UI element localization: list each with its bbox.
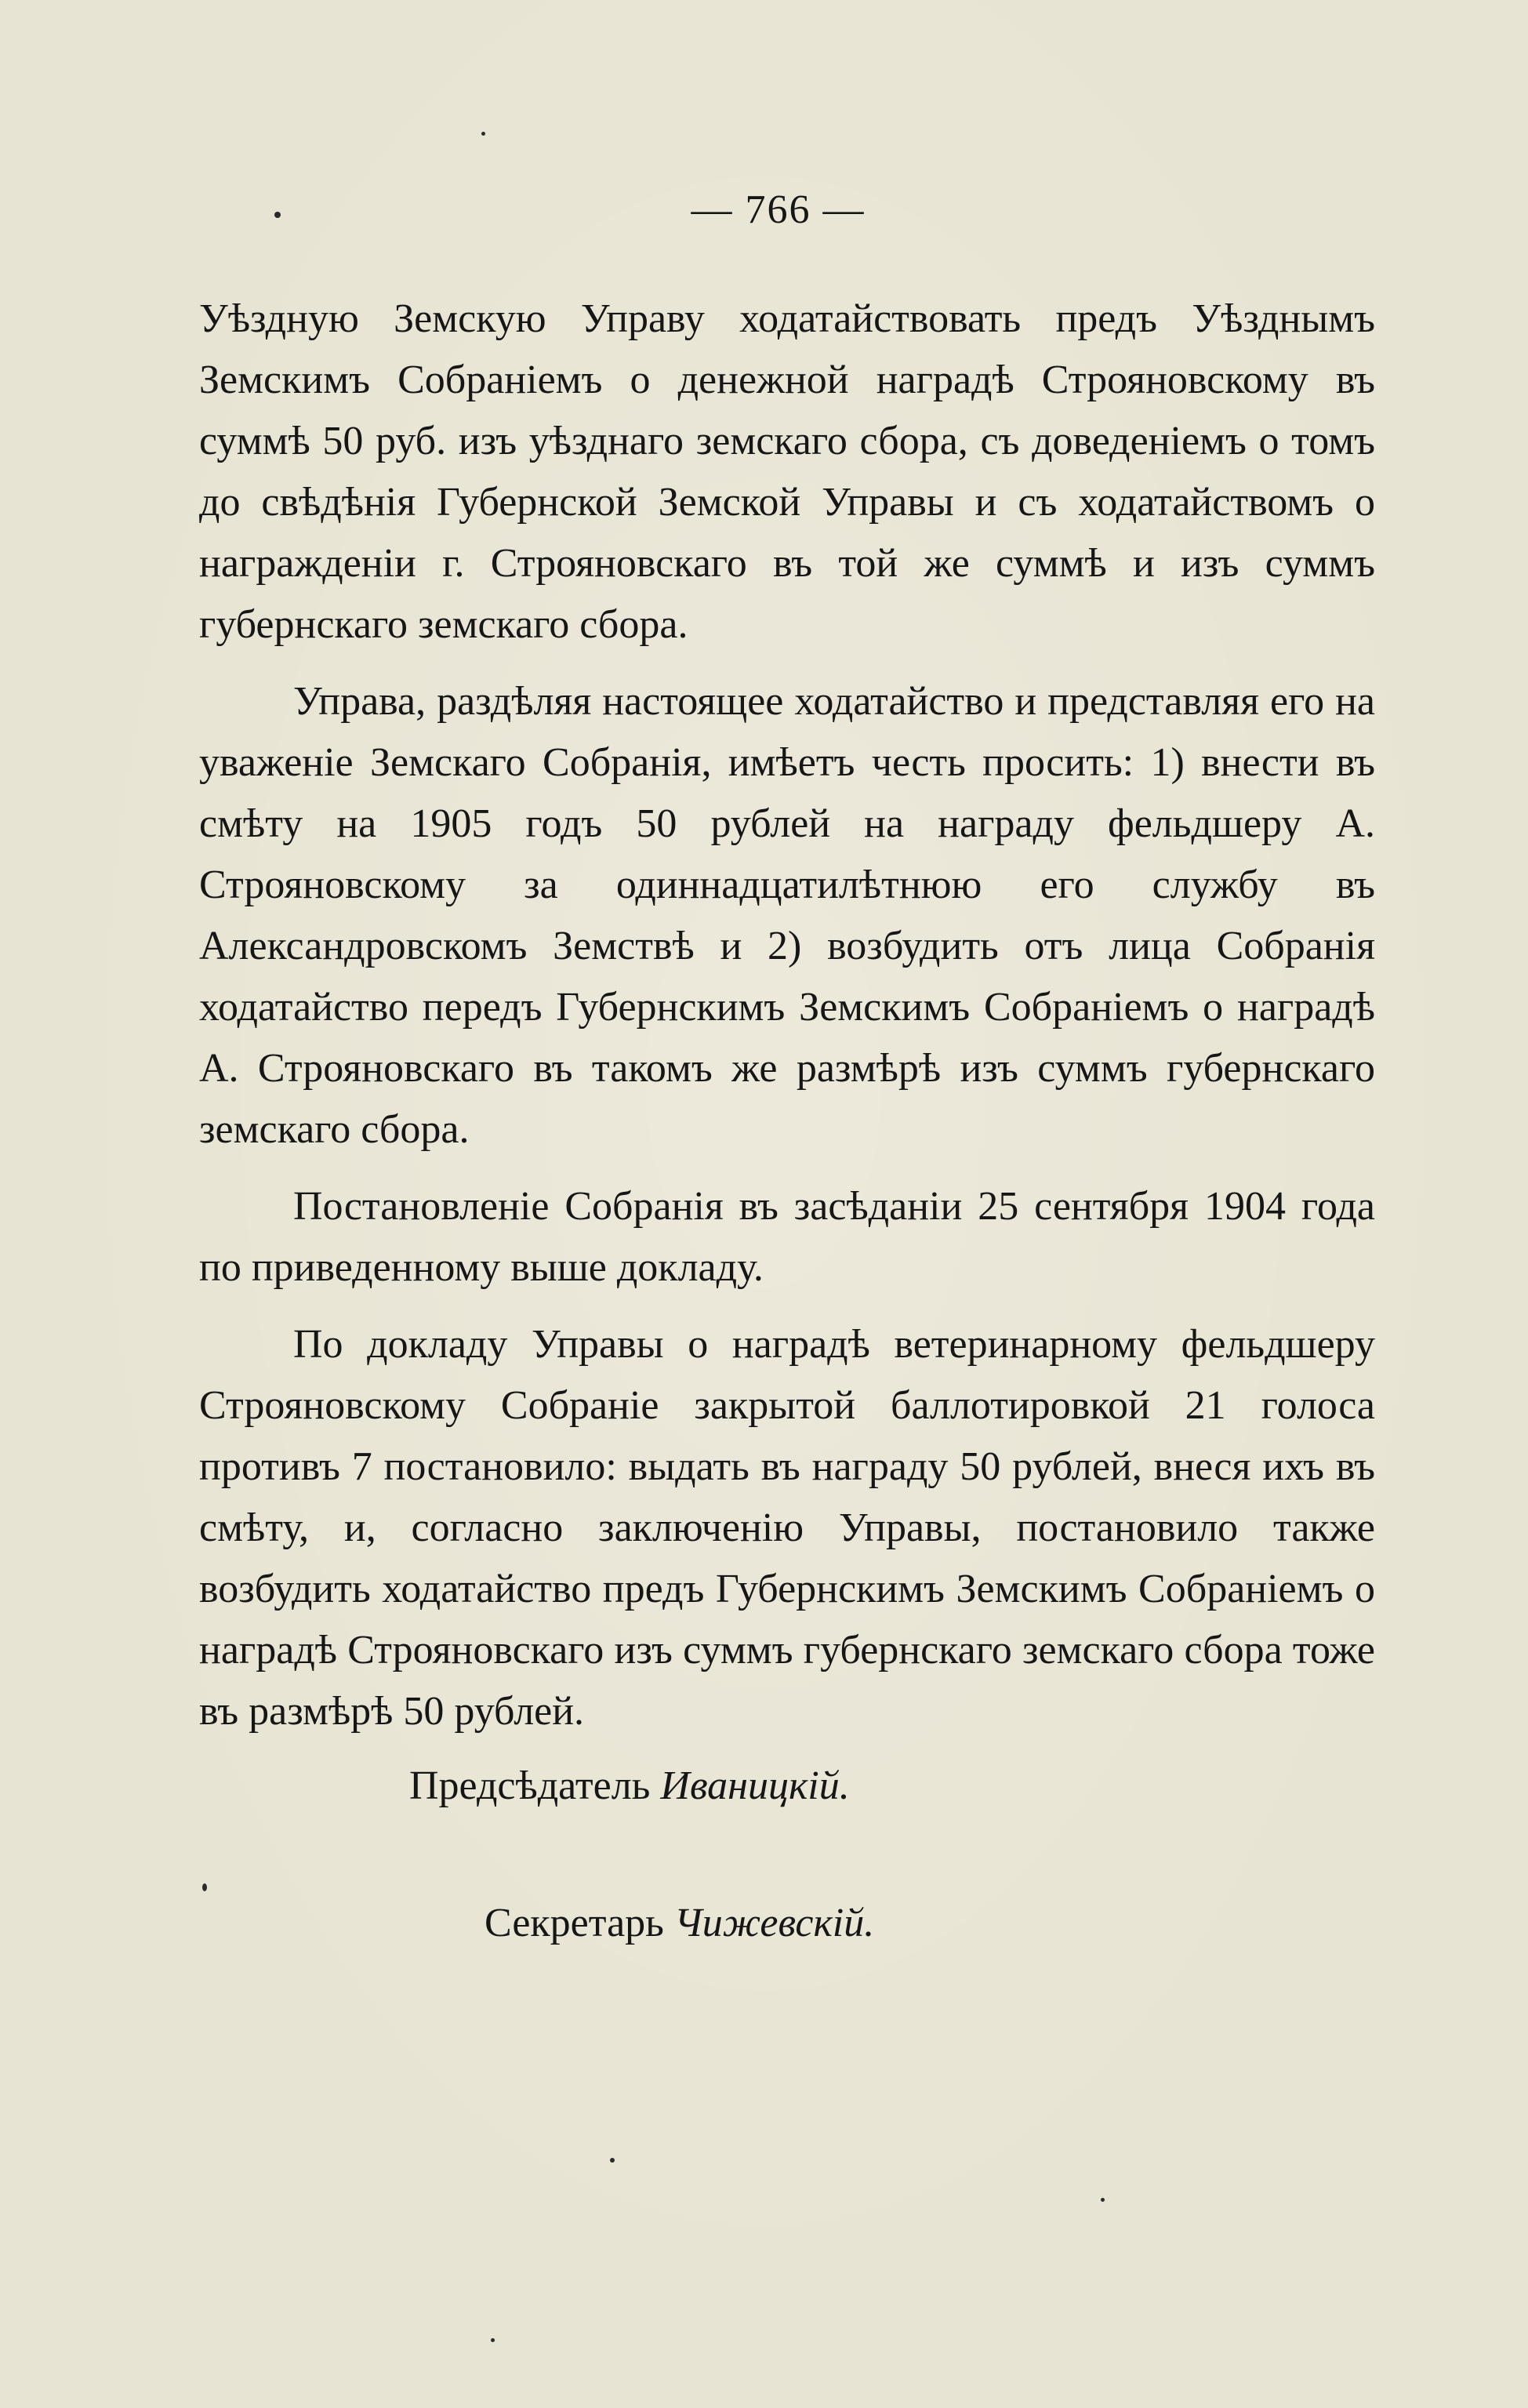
paragraph: Управа, раздѣляя настоящее ходатайство и представляя его на уваженіе Земскаго Собранія, имѣетъ честь просить: 1) внести въ смѣту на 1905 годъ 50 рублей на награду фельдшеру А. Строяновскому за одиннадцатилѣтнюю его службу въ Александровскомъ Земствѣ и 2) возбудить отъ лица Собранія ходатайство передъ Губернскимъ Земскимъ Собраніемъ о наградѣ А. Строяновскаго въ такомъ же размѣрѣ изъ суммъ губернскаго земскаго сбора. [199, 679, 1375, 1152]
secretary-signature [485, 1900, 874, 1947]
secretary-name: Чижевскій. [673, 1901, 875, 1945]
chairman-signature [409, 1763, 850, 1810]
chairman-name: Иваницкій. [660, 1763, 850, 1808]
paragraph: Уѣздную Земскую Управу ходатайствовать предъ Уѣзднымъ Земскимъ Собраніемъ о денежной наградѣ Строяновскому въ суммѣ 50 руб. изъ уѣзднаго земскаго сбора, съ доведеніемъ о томъ до свѣдѣнія Губернской Земской Управы и съ ходатайствомъ о награжденіи г. Строяновскаго въ той же суммѣ и изъ суммъ губернскаго земскаго сбора. [199, 296, 1375, 647]
print-speck [491, 2338, 495, 2342]
chairman-title: Предсѣдатель [409, 1763, 651, 1808]
secretary-title: Секретарь [485, 1901, 664, 1945]
paragraph: По докладу Управы о наградѣ ветеринарному фельдшеру Строяновскому Собраніе закрытой баллотировкой 21 голоса противъ 7 постановило: выдать въ награду 50 рублей, внеся ихъ въ смѣту, и, согласно заключенію Управы, постановило также возбудить ходатайство предъ Губернскимъ Земскимъ Собраніемъ о наградѣ Строяновскаго изъ суммъ губернскаго земскаго сбора тоже въ размѣрѣ 50 рублей. [199, 1322, 1375, 1734]
print-speck [1101, 2198, 1105, 2202]
paragraph: Постановленіе Собранія въ засѣданіи 25 сентября 1904 года по приведенному выше докладу. [199, 1184, 1375, 1290]
print-speck [481, 132, 485, 136]
body-text [199, 289, 1375, 1742]
print-speck [610, 2158, 615, 2163]
print-speck [274, 212, 281, 218]
print-speck [202, 1883, 207, 1891]
page-number: — 766 — [691, 187, 866, 232]
